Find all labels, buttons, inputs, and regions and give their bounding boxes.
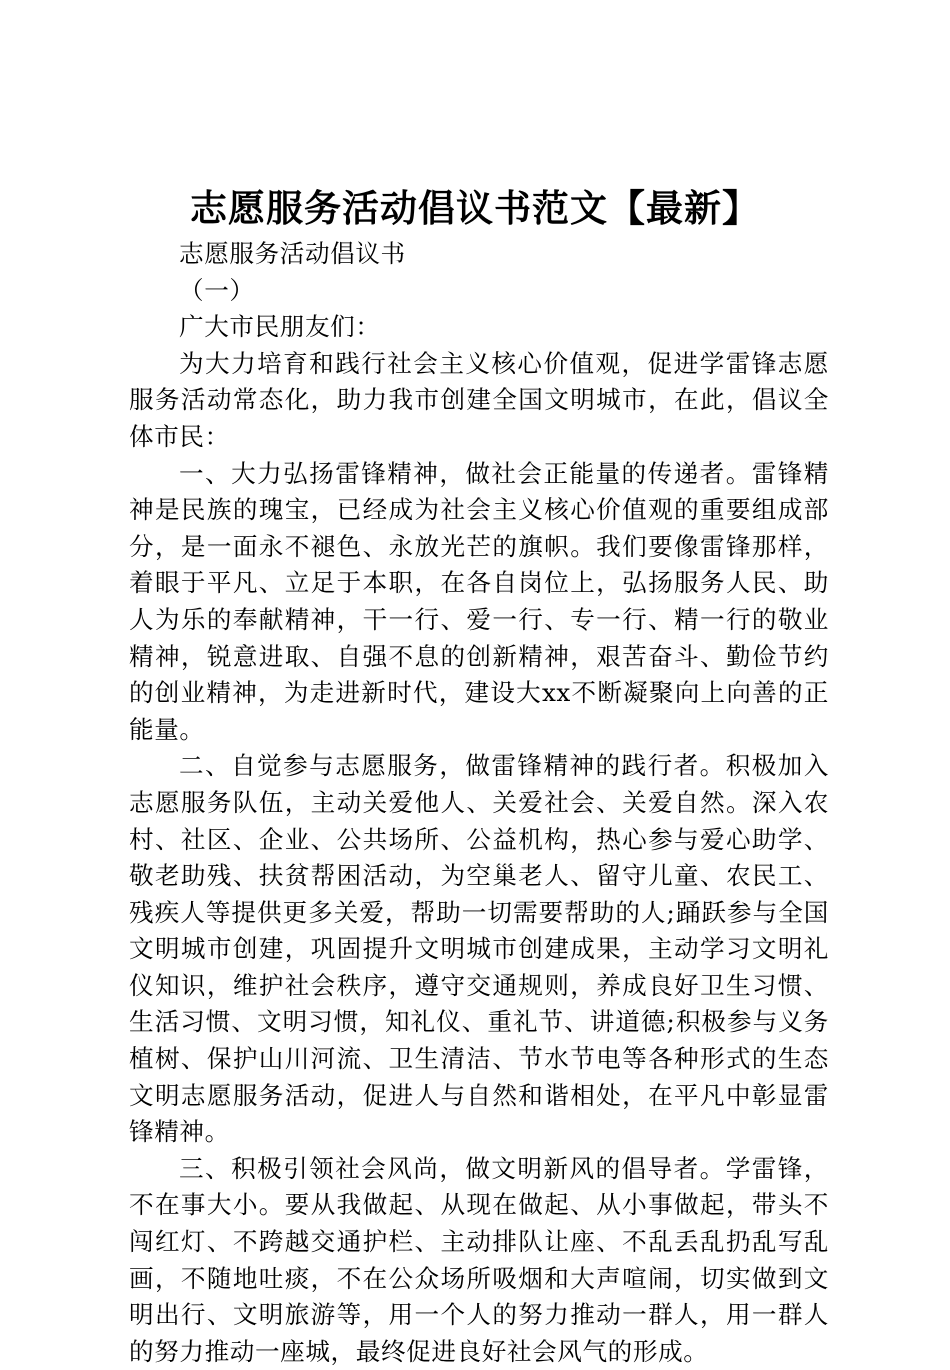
section-marker: （一） xyxy=(179,275,255,305)
document-title: 志愿服务活动倡议书范文【最新】 xyxy=(190,187,760,230)
intro-paragraph: 为大力培育和践行社会主义核心价值观，促进学雷锋志愿服务活动常态化，助力我市创建全国文明城市，在此，倡议全体市民： xyxy=(129,348,829,451)
paragraph-item-2: 二、自觉参与志愿服务，做雷锋精神的践行者。积极加入志愿服务队伍，主动关爱他人、关爱社会、关爱自然。深入农村、社区、企业、公共场所、公益机构，热心参与爱心助学、敬老助残、扶贫帮困活动，为空巢老人、留守儿童、农民工、残疾人等提供更多关爱，帮助一切需要帮助的人;踊跃参与全国文明城市创建，巩固提升文明城市创建成果，主动学习文明礼仪知识，维护社会秩序，遵守交通规则，养成良好卫生习惯、生活习惯、文明习惯，知礼仪、重礼节、讲道德;积极参与义务植树、保护山川河流、卫生清洁、节水节电等各种形式的生态文明志愿服务活动，促进人与自然和谐相处，在平凡中彰显雷锋精神。 xyxy=(129,751,829,1147)
document-subtitle: 志愿服务活动倡议书 xyxy=(179,239,406,268)
paragraph-item-1: 一、大力弘扬雷锋精神，做社会正能量的传递者。雷锋精神是民族的瑰宝，已经成为社会主义核心价值观的重要组成部分，是一面永不褪色、永放光芒的旗帜。我们要像雷锋那样，着眼于平凡、立足于本职，在各自岗位上，弘扬服务人民、助人为乐的奉献精神，干一行、爱一行、专一行、精一行的敬业精神，锐意进取、自强不息的创新精神，艰苦奋斗、勤俭节约的创业精神，为走进新时代，建设大xx不断凝聚向上向善的正能量。 xyxy=(129,458,829,744)
salutation: 广大市民朋友们： xyxy=(179,312,381,342)
paragraph-item-3: 三、积极引领社会风尚，做文明新风的倡导者。学雷锋，不在事大小。要从我做起、从现在做起、从小事做起，带头不闯红灯、不跨越交通护栏、主动排队让座、不乱丢乱扔乱写乱画，不随地吐痰，不在公众场所吸烟和大声喧闹，切实做到文明出行、文明旅游等，用一个人的努力推动一群人，用一群人的努力推动一座城，最终促进良好社会风气的形成。 xyxy=(129,1153,829,1366)
document-body xyxy=(129,236,829,1370)
